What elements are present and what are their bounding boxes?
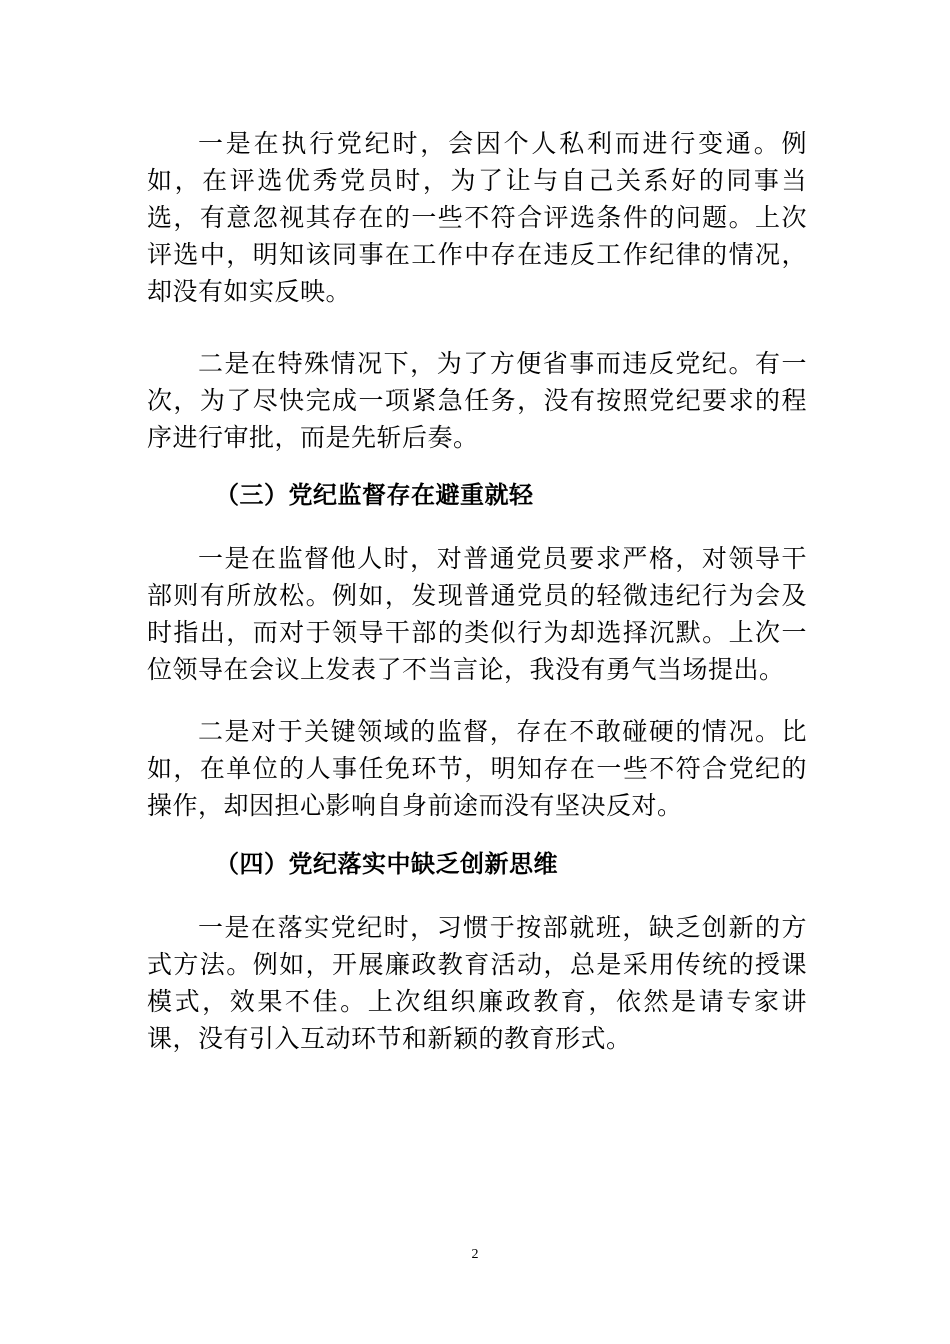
paragraph-1: 一是在执行党纪时，会因个人私利而进行变通。例如，在评选优秀党员时，为了让与自己关系好的同事当选，有意忽视其存在的一些不符合评选条件的问题。上次评选中，明知该同事在工作中存在违反工作纪律的情况，却没有如实反映。	[147, 129, 807, 306]
paragraph-4: 二是对于关键领域的监督，存在不敢碰硬的情况。比如，在单位的人事任免环节，明知存在一些不符合党纪的操作，却因担心影响自身前途而没有坚决反对。	[147, 717, 807, 820]
paragraph-5: 一是在落实党纪时，习惯于按部就班，缺乏创新的方式方法。例如，开展廉政教育活动，总是采用传统的授课模式，效果不佳。上次组织廉政教育，依然是请专家讲课，没有引入互动环节和新颖的教育形式。	[147, 913, 807, 1053]
section-heading-3: （三）党纪监督存在避重就轻	[215, 480, 534, 509]
section-heading-4: （四）党纪落实中缺乏创新思维	[215, 849, 558, 878]
page-number: 2	[471, 1247, 479, 1262]
paragraph-3: 一是在监督他人时，对普通党员要求严格，对领导干部则有所放松。例如，发现普通党员的轻微违纪行为会及时指出，而对于领导干部的类似行为却选择沉默。上次一位领导在会议上发表了不当言论，我没有勇气当场提出。	[147, 544, 807, 684]
paragraph-2: 二是在特殊情况下，为了方便省事而违反党纪。有一次，为了尽快完成一项紧急任务，没有按照党纪要求的程序进行审批，而是先斩后奏。	[147, 349, 807, 452]
